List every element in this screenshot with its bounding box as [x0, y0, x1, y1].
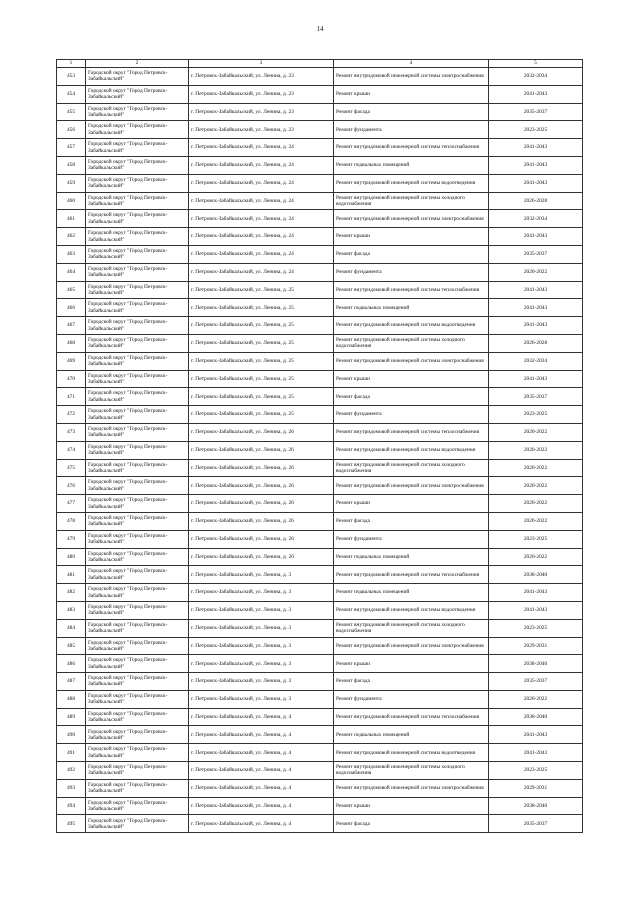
table-row: [57, 673, 583, 691]
municipality-cell: Городской округ "Город Петровск-Забайкальский": [86, 673, 189, 691]
period-cell: 2038-2040: [489, 566, 583, 584]
period-cell: 2038-2040: [489, 708, 583, 726]
table-row: [57, 744, 583, 762]
municipality-cell: Городской округ "Город Петровск-Забайкальский": [86, 584, 189, 602]
work-type-cell: Ремонт фундамента: [334, 406, 489, 424]
table-row: [57, 708, 583, 726]
row-number-cell: 463: [57, 245, 86, 263]
table-row: [57, 655, 583, 673]
period-cell: 2035-2037: [489, 815, 583, 833]
table-row: [57, 762, 583, 780]
municipality-cell: Городской округ "Город Петровск-Забайкальский": [86, 317, 189, 335]
work-type-cell: Ремонт внутридомовой инженерной системы теплоснабжения: [334, 423, 489, 441]
table-row: [57, 619, 583, 637]
row-number-cell: 456: [57, 121, 86, 139]
address-cell: г. Петровск-Забайкальский, ул. Ленина, д. 25: [189, 334, 334, 352]
municipality-cell: Городской округ "Город Петровск-Забайкальский": [86, 619, 189, 637]
work-type-cell: Ремонт внутридомовой инженерной системы теплоснабжения: [334, 566, 489, 584]
work-type-cell: Ремонт внутридомовой инженерной системы электроснабжения: [334, 68, 489, 86]
municipality-cell: Городской округ "Город Петровск-Забайкальский": [86, 744, 189, 762]
work-type-cell: Ремонт внутридомовой инженерной системы водоотведения: [334, 601, 489, 619]
work-type-cell: Ремонт фасада: [334, 245, 489, 263]
municipality-cell: Городской округ "Город Петровск-Забайкальский": [86, 406, 189, 424]
municipality-cell: Городской округ "Город Петровск-Забайкальский": [86, 530, 189, 548]
row-number-cell: 474: [57, 441, 86, 459]
period-cell: 2020-2022: [489, 263, 583, 281]
period-cell: 2032-2034: [489, 352, 583, 370]
row-number-cell: 472: [57, 406, 86, 424]
row-number-cell: 473: [57, 423, 86, 441]
address-cell: г. Петровск-Забайкальский, ул. Ленина, д. 23: [189, 103, 334, 121]
municipality-cell: Городской округ "Город Петровск-Забайкальский": [86, 512, 189, 530]
table-row: [57, 566, 583, 584]
row-number-cell: 478: [57, 512, 86, 530]
period-cell: 2026-2028: [489, 192, 583, 210]
municipality-cell: Городской округ "Город Петровск-Забайкальский": [86, 139, 189, 157]
period-cell: 2041-2043: [489, 299, 583, 317]
municipality-cell: Городской округ "Город Петровск-Забайкальский": [86, 762, 189, 780]
column-header: 4: [334, 60, 489, 68]
row-number-cell: 488: [57, 690, 86, 708]
period-cell: 2035-2037: [489, 245, 583, 263]
municipality-cell: Городской округ "Город Петровск-Забайкальский": [86, 495, 189, 513]
municipality-cell: Городской округ "Город Петровск-Забайкальский": [86, 174, 189, 192]
address-cell: г. Петровск-Забайкальский, ул. Ленина, д. 4: [189, 726, 334, 744]
address-cell: г. Петровск-Забайкальский, ул. Ленина, д. 26: [189, 441, 334, 459]
address-cell: г. Петровск-Забайкальский, ул. Ленина, д. 3: [189, 690, 334, 708]
work-type-cell: Ремонт фундамента: [334, 530, 489, 548]
period-cell: 2020-2022: [489, 495, 583, 513]
row-number-cell: 460: [57, 192, 86, 210]
address-cell: г. Петровск-Забайкальский, ул. Ленина, д. 3: [189, 637, 334, 655]
work-type-cell: Ремонт подвальных помещений: [334, 584, 489, 602]
address-cell: г. Петровск-Забайкальский, ул. Ленина, д. 4: [189, 815, 334, 833]
municipality-cell: Городской округ "Город Петровск-Забайкальский": [86, 726, 189, 744]
work-type-cell: Ремонт внутридомовой инженерной системы теплоснабжения: [334, 139, 489, 157]
period-cell: 2029-2031: [489, 637, 583, 655]
period-cell: 2041-2043: [489, 156, 583, 174]
address-cell: г. Петровск-Забайкальский, ул. Ленина, д. 25: [189, 352, 334, 370]
table-row: [57, 726, 583, 744]
work-type-cell: Ремонт фасада: [334, 512, 489, 530]
municipality-cell: Городской округ "Город Петровск-Забайкальский": [86, 281, 189, 299]
table-row: [57, 192, 583, 210]
address-cell: г. Петровск-Забайкальский, ул. Ленина, д. 4: [189, 779, 334, 797]
period-cell: 2041-2043: [489, 317, 583, 335]
table-row: [57, 103, 583, 121]
row-number-cell: 468: [57, 334, 86, 352]
row-number-cell: 482: [57, 584, 86, 602]
table-row: [57, 210, 583, 228]
address-cell: г. Петровск-Забайкальский, ул. Ленина, д. 23: [189, 85, 334, 103]
row-number-cell: 462: [57, 228, 86, 246]
address-cell: г. Петровск-Забайкальский, ул. Ленина, д. 24: [189, 263, 334, 281]
municipality-cell: Городской округ "Город Петровск-Забайкальский": [86, 210, 189, 228]
address-cell: г. Петровск-Забайкальский, ул. Ленина, д. 3: [189, 584, 334, 602]
row-number-cell: 486: [57, 655, 86, 673]
period-cell: 2020-2022: [489, 512, 583, 530]
period-cell: 2035-2037: [489, 103, 583, 121]
row-number-cell: 470: [57, 370, 86, 388]
table-row: [57, 85, 583, 103]
table-row: [57, 299, 583, 317]
address-cell: г. Петровск-Забайкальский, ул. Ленина, д. 25: [189, 317, 334, 335]
address-cell: г. Петровск-Забайкальский, ул. Ленина, д. 4: [189, 744, 334, 762]
table-row: [57, 370, 583, 388]
address-cell: г. Петровск-Забайкальский, ул. Ленина, д. 23: [189, 68, 334, 86]
page-number: 14: [316, 25, 324, 33]
municipality-cell: Городской округ "Город Петровск-Забайкальский": [86, 299, 189, 317]
row-number-cell: 458: [57, 156, 86, 174]
period-cell: 2041-2043: [489, 726, 583, 744]
address-cell: г. Петровск-Забайкальский, ул. Ленина, д. 3: [189, 619, 334, 637]
municipality-cell: Городской округ "Город Петровск-Забайкальский": [86, 566, 189, 584]
table-row: [57, 352, 583, 370]
period-cell: 2038-2040: [489, 655, 583, 673]
row-number-cell: 464: [57, 263, 86, 281]
row-number-cell: 489: [57, 708, 86, 726]
period-cell: 2029-2031: [489, 779, 583, 797]
column-header: 5: [489, 60, 583, 68]
work-type-cell: Ремонт внутридомовой инженерной системы водоотведения: [334, 174, 489, 192]
work-type-cell: Ремонт внутридомовой инженерной системы электроснабжения: [334, 210, 489, 228]
table-row: [57, 637, 583, 655]
municipality-cell: Городской округ "Город Петровск-Забайкальский": [86, 815, 189, 833]
address-cell: г. Петровск-Забайкальский, ул. Ленина, д. 24: [189, 139, 334, 157]
row-number-cell: 455: [57, 103, 86, 121]
work-type-cell: Ремонт крыши: [334, 228, 489, 246]
row-number-cell: 469: [57, 352, 86, 370]
table-row: [57, 388, 583, 406]
row-number-cell: 484: [57, 619, 86, 637]
period-cell: 2038-2040: [489, 797, 583, 815]
period-cell: 2041-2043: [489, 174, 583, 192]
table-row: [57, 245, 583, 263]
table-row: [57, 779, 583, 797]
table-row: [57, 530, 583, 548]
row-number-cell: 495: [57, 815, 86, 833]
column-header: 2: [86, 60, 189, 68]
row-number-cell: 467: [57, 317, 86, 335]
work-type-cell: Ремонт внутридомовой инженерной системы холодного водоснабжения: [334, 334, 489, 352]
table-row: [57, 317, 583, 335]
period-cell: 2023-2025: [489, 406, 583, 424]
work-type-cell: Ремонт внутридомовой инженерной системы электроснабжения: [334, 637, 489, 655]
work-type-cell: Ремонт фасада: [334, 673, 489, 691]
work-type-cell: Ремонт фундамента: [334, 263, 489, 281]
row-number-cell: 485: [57, 637, 86, 655]
address-cell: г. Петровск-Забайкальский, ул. Ленина, д. 25: [189, 281, 334, 299]
work-type-cell: Ремонт крыши: [334, 655, 489, 673]
municipality-cell: Городской округ "Город Петровск-Забайкальский": [86, 690, 189, 708]
period-cell: 2020-2022: [489, 477, 583, 495]
table-row: [57, 121, 583, 139]
table-row: [57, 815, 583, 833]
table-row: [57, 495, 583, 513]
address-cell: г. Петровск-Забайкальский, ул. Ленина, д. 25: [189, 406, 334, 424]
row-number-cell: 487: [57, 673, 86, 691]
period-cell: 2041-2043: [489, 601, 583, 619]
column-number-row: [57, 60, 583, 68]
row-number-cell: 459: [57, 174, 86, 192]
table-row: [57, 477, 583, 495]
address-cell: г. Петровск-Забайкальский, ул. Ленина, д. 4: [189, 762, 334, 780]
repair-schedule-table: [56, 59, 583, 833]
municipality-cell: Городской округ "Город Петровск-Забайкальский": [86, 85, 189, 103]
row-number-cell: 475: [57, 459, 86, 477]
period-cell: 2041-2043: [489, 370, 583, 388]
period-cell: 2041-2043: [489, 228, 583, 246]
period-cell: 2023-2025: [489, 619, 583, 637]
address-cell: г. Петровск-Забайкальский, ул. Ленина, д. 4: [189, 797, 334, 815]
municipality-cell: Городской округ "Город Петровск-Забайкальский": [86, 655, 189, 673]
work-type-cell: Ремонт фасада: [334, 103, 489, 121]
work-type-cell: Ремонт внутридомовой инженерной системы холодного водоснабжения: [334, 459, 489, 477]
municipality-cell: Городской округ "Город Петровск-Забайкальский": [86, 192, 189, 210]
address-cell: г. Петровск-Забайкальский, ул. Ленина, д. 26: [189, 530, 334, 548]
row-number-cell: 494: [57, 797, 86, 815]
period-cell: 2026-2028: [489, 334, 583, 352]
municipality-cell: Городской округ "Город Петровск-Забайкальский": [86, 459, 189, 477]
table-row: [57, 797, 583, 815]
table-row: [57, 548, 583, 566]
table-row: [57, 406, 583, 424]
period-cell: 2035-2037: [489, 388, 583, 406]
row-number-cell: 479: [57, 530, 86, 548]
table-row: [57, 441, 583, 459]
work-type-cell: Ремонт подвальных помещений: [334, 548, 489, 566]
work-type-cell: Ремонт внутридомовой инженерной системы электроснабжения: [334, 477, 489, 495]
address-cell: г. Петровск-Забайкальский, ул. Ленина, д. 24: [189, 228, 334, 246]
address-cell: г. Петровск-Забайкальский, ул. Ленина, д. 3: [189, 673, 334, 691]
period-cell: 2035-2037: [489, 673, 583, 691]
address-cell: г. Петровск-Забайкальский, ул. Ленина, д. 25: [189, 299, 334, 317]
row-number-cell: 490: [57, 726, 86, 744]
row-number-cell: 465: [57, 281, 86, 299]
municipality-cell: Городской округ "Город Петровск-Забайкальский": [86, 263, 189, 281]
work-type-cell: Ремонт внутридомовой инженерной системы холодного водоснабжения: [334, 619, 489, 637]
municipality-cell: Городской округ "Город Петровск-Забайкальский": [86, 708, 189, 726]
address-cell: г. Петровск-Забайкальский, ул. Ленина, д. 26: [189, 459, 334, 477]
row-number-cell: 492: [57, 762, 86, 780]
municipality-cell: Городской округ "Город Петровск-Забайкальский": [86, 637, 189, 655]
period-cell: 2041-2043: [489, 744, 583, 762]
municipality-cell: Городской округ "Город Петровск-Забайкальский": [86, 477, 189, 495]
municipality-cell: Городской округ "Город Петровск-Забайкальский": [86, 601, 189, 619]
table-row: [57, 584, 583, 602]
row-number-cell: 480: [57, 548, 86, 566]
address-cell: г. Петровск-Забайкальский, ул. Ленина, д. 26: [189, 423, 334, 441]
row-number-cell: 466: [57, 299, 86, 317]
period-cell: 2032-2034: [489, 68, 583, 86]
table-row: [57, 281, 583, 299]
municipality-cell: Городской округ "Город Петровск-Забайкальский": [86, 441, 189, 459]
municipality-cell: Городской округ "Город Петровск-Забайкальский": [86, 797, 189, 815]
municipality-cell: Городской округ "Город Петровск-Забайкальский": [86, 103, 189, 121]
work-type-cell: Ремонт внутридомовой инженерной системы водоотведения: [334, 441, 489, 459]
work-type-cell: Ремонт внутридомовой инженерной системы теплоснабжения: [334, 281, 489, 299]
work-type-cell: Ремонт внутридомовой инженерной системы электроснабжения: [334, 352, 489, 370]
table-row: [57, 512, 583, 530]
period-cell: 2020-2022: [489, 423, 583, 441]
row-number-cell: 454: [57, 85, 86, 103]
address-cell: г. Петровск-Забайкальский, ул. Ленина, д. 3: [189, 601, 334, 619]
work-type-cell: Ремонт внутридомовой инженерной системы водоотведения: [334, 317, 489, 335]
address-cell: г. Петровск-Забайкальский, ул. Ленина, д. 25: [189, 370, 334, 388]
period-cell: 2023-2025: [489, 762, 583, 780]
work-type-cell: Ремонт фасада: [334, 388, 489, 406]
work-type-cell: Ремонт внутридомовой инженерной системы холодного водоснабжения: [334, 192, 489, 210]
municipality-cell: Городской округ "Город Петровск-Забайкальский": [86, 334, 189, 352]
address-cell: г. Петровск-Забайкальский, ул. Ленина, д. 24: [189, 156, 334, 174]
address-cell: г. Петровск-Забайкальский, ул. Ленина, д. 26: [189, 512, 334, 530]
municipality-cell: Городской округ "Город Петровск-Забайкальский": [86, 779, 189, 797]
municipality-cell: Городской округ "Город Петровск-Забайкальский": [86, 68, 189, 86]
period-cell: 2041-2043: [489, 281, 583, 299]
work-type-cell: Ремонт крыши: [334, 495, 489, 513]
table-row: [57, 174, 583, 192]
period-cell: 2023-2025: [489, 530, 583, 548]
table-row: [57, 68, 583, 86]
work-type-cell: Ремонт внутридомовой инженерной системы электроснабжения: [334, 779, 489, 797]
address-cell: г. Петровск-Забайкальский, ул. Ленина, д. 24: [189, 245, 334, 263]
table-row: [57, 423, 583, 441]
work-type-cell: Ремонт внутридомовой инженерной системы теплоснабжения: [334, 708, 489, 726]
row-number-cell: 481: [57, 566, 86, 584]
table-row: [57, 459, 583, 477]
municipality-cell: Городской округ "Город Петровск-Забайкальский": [86, 370, 189, 388]
period-cell: 2020-2022: [489, 690, 583, 708]
period-cell: 2041-2043: [489, 139, 583, 157]
municipality-cell: Городской округ "Город Петровск-Забайкальский": [86, 228, 189, 246]
table-row: [57, 334, 583, 352]
address-cell: г. Петровск-Забайкальский, ул. Ленина, д. 3: [189, 566, 334, 584]
municipality-cell: Городской округ "Город Петровск-Забайкальский": [86, 388, 189, 406]
work-type-cell: Ремонт подвальных помещений: [334, 156, 489, 174]
period-cell: 2020-2022: [489, 441, 583, 459]
address-cell: г. Петровск-Забайкальский, ул. Ленина, д. 4: [189, 708, 334, 726]
row-number-cell: 461: [57, 210, 86, 228]
table-row: [57, 263, 583, 281]
period-cell: 2032-2034: [489, 210, 583, 228]
period-cell: 2041-2043: [489, 85, 583, 103]
row-number-cell: 493: [57, 779, 86, 797]
municipality-cell: Городской округ "Город Петровск-Забайкальский": [86, 156, 189, 174]
work-type-cell: Ремонт внутридомовой инженерной системы водоотведения: [334, 744, 489, 762]
work-type-cell: Ремонт крыши: [334, 370, 489, 388]
address-cell: г. Петровск-Забайкальский, ул. Ленина, д. 25: [189, 388, 334, 406]
period-cell: 2020-2022: [489, 548, 583, 566]
address-cell: г. Петровск-Забайкальский, ул. Ленина, д. 24: [189, 210, 334, 228]
period-cell: 2020-2022: [489, 459, 583, 477]
address-cell: г. Петровск-Забайкальский, ул. Ленина, д. 23: [189, 121, 334, 139]
municipality-cell: Городской округ "Город Петровск-Забайкальский": [86, 352, 189, 370]
work-type-cell: Ремонт подвальных помещений: [334, 726, 489, 744]
row-number-cell: 483: [57, 601, 86, 619]
table-row: [57, 156, 583, 174]
address-cell: г. Петровск-Забайкальский, ул. Ленина, д. 26: [189, 548, 334, 566]
address-cell: г. Петровск-Забайкальский, ул. Ленина, д. 24: [189, 192, 334, 210]
period-cell: 2041-2043: [489, 584, 583, 602]
municipality-cell: Городской округ "Город Петровск-Забайкальский": [86, 423, 189, 441]
address-cell: г. Петровск-Забайкальский, ул. Ленина, д. 3: [189, 655, 334, 673]
period-cell: 2023-2025: [489, 121, 583, 139]
work-type-cell: Ремонт фундамента: [334, 690, 489, 708]
municipality-cell: Городской округ "Город Петровск-Забайкальский": [86, 121, 189, 139]
row-number-cell: 453: [57, 68, 86, 86]
row-number-cell: 491: [57, 744, 86, 762]
table-row: [57, 228, 583, 246]
work-type-cell: Ремонт подвальных помещений: [334, 299, 489, 317]
table-row: [57, 139, 583, 157]
column-header: 1: [57, 60, 86, 68]
work-type-cell: Ремонт фундамента: [334, 121, 489, 139]
row-number-cell: 476: [57, 477, 86, 495]
municipality-cell: Городской округ "Город Петровск-Забайкальский": [86, 245, 189, 263]
table-row: [57, 690, 583, 708]
work-type-cell: Ремонт крыши: [334, 85, 489, 103]
table-row: [57, 601, 583, 619]
row-number-cell: 457: [57, 139, 86, 157]
row-number-cell: 477: [57, 495, 86, 513]
row-number-cell: 471: [57, 388, 86, 406]
work-type-cell: Ремонт внутридомовой инженерной системы холодного водоснабжения: [334, 762, 489, 780]
address-cell: г. Петровск-Забайкальский, ул. Ленина, д. 26: [189, 477, 334, 495]
address-cell: г. Петровск-Забайкальский, ул. Ленина, д. 24: [189, 174, 334, 192]
work-type-cell: Ремонт фасада: [334, 815, 489, 833]
municipality-cell: Городской округ "Город Петровск-Забайкальский": [86, 548, 189, 566]
work-type-cell: Ремонт крыши: [334, 797, 489, 815]
address-cell: г. Петровск-Забайкальский, ул. Ленина, д. 26: [189, 495, 334, 513]
column-header: 3: [189, 60, 334, 68]
